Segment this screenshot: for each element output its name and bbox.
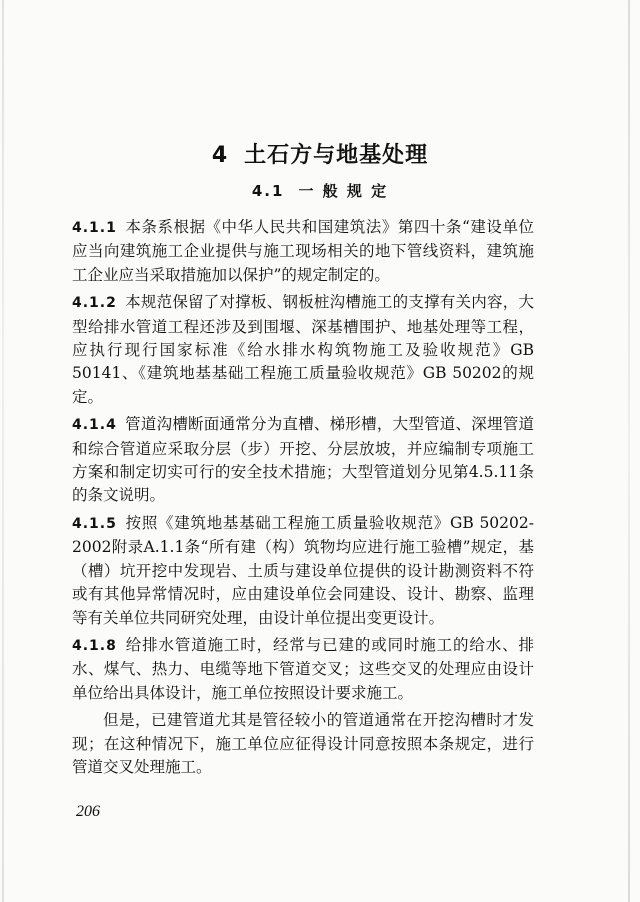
chapter-title-text: 土石方与地基处理 (244, 142, 429, 168)
clause-number: 4.1.5 (72, 515, 117, 532)
clause-number: 4.1.1 (72, 220, 117, 236)
scan-right-edge (628, 0, 630, 902)
clause-text: 管道沟槽断面通常分为直槽、梯形槽，大型管道、深埋管道和综合管道应采取分层（步）开挖、分层放坡，并应编制专项施工方案和制定切实可行的安全技术措施；大型管道划分见第4.5.11条的条文说明。 (72, 415, 534, 505)
section-title-text: 一 般 规 定 (298, 182, 389, 200)
body-text (72, 216, 534, 783)
clause-number: 4.1.8 (72, 637, 117, 654)
clause-4-1-4 (72, 413, 534, 508)
clause-number: 4.1.4 (72, 417, 117, 434)
clause-text: 给排水管道施工时，经常与已建的或同时施工的给水、排水、煤气、热力、电缆等地下管道交叉；这些交叉的处理应由设计单位给出具体设计，施工单位按照设计要求施工。 (72, 635, 534, 702)
clause-4-1-8-continuation (72, 709, 534, 779)
clause-4-1-2 (72, 291, 534, 409)
clause-text: 本规范保留了对撑板、钢板桩沟槽施工的支撑有关内容，大型给排水管道工程还涉及到围堰、深基槽围护、地基处理等工程，应执行现行国家标准《给水排水构筑物施工及验收规范》GB 50141、《建筑地基基础工程施工质量验收规范》GB 50202的规定。 (72, 293, 534, 406)
clause-text: 但是，已建管道尤其是管径较小的管道通常在开挖沟槽时才发现；在这种情况下，施工单位应征得设计同意按照本条规定，进行管道交叉处理施工。 (72, 711, 534, 776)
scan-left-edge (2, 0, 4, 902)
chapter-title (0, 138, 640, 169)
section-number: 4.1 (251, 182, 285, 200)
page-number: 206 (76, 803, 100, 820)
clause-4-1-5 (72, 512, 534, 630)
clause-text: 本条系根据《中华人民共和国建筑法》第四十条“建设单位应当向建筑施工企业提供与施工现场相关的地下管线资料，建筑施工企业应当采取措施加以保护”的规定制定的。 (72, 218, 534, 284)
chapter-number: 4 (211, 143, 229, 168)
clause-text: 按照《建筑地基基础工程施工质量验收规范》GB 50202-2002附录A.1.1条“所有建（构）筑物均应进行施工验槽”规定，基（槽）坑开挖中发现岩、土质与建设单位提供的设计勘测资料不符或有其他异常情况时，应由建设单位会同建设、设计、勘察、监理等有关单位共同研究处理，由设计单位提出变更设计。 (72, 513, 534, 627)
clause-4-1-8 (72, 634, 534, 705)
section-title (0, 180, 640, 201)
clause-4-1-1 (72, 216, 534, 287)
clause-number: 4.1.2 (72, 295, 117, 312)
